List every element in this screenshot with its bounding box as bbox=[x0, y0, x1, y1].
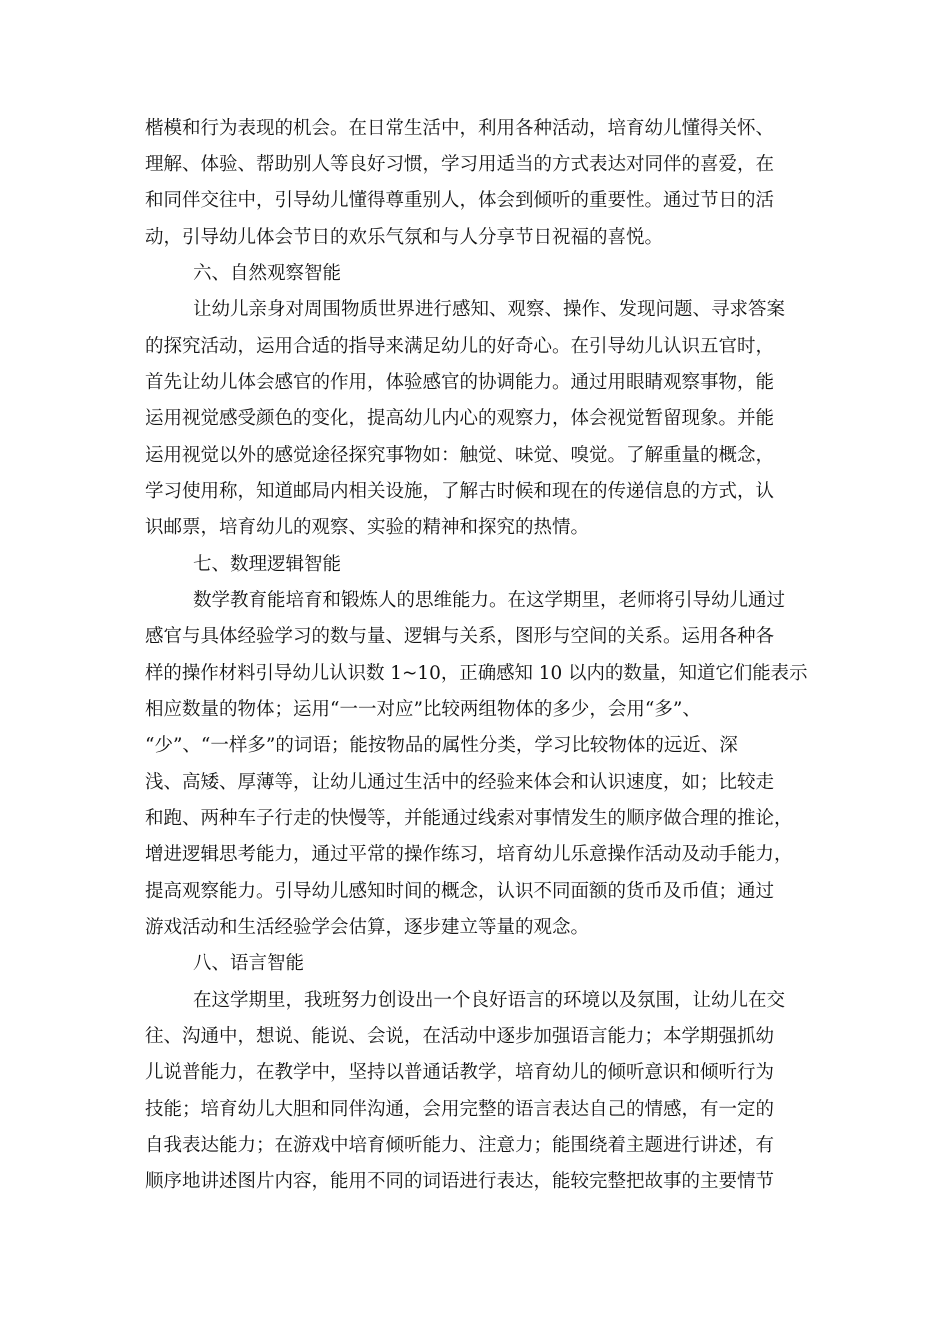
section-heading: 八、语言智能 bbox=[193, 953, 305, 974]
text-line: 让幼儿亲身对周围物质世界进行感知、观察、操作、发现问题、寻求答案 bbox=[193, 299, 786, 320]
text-line: 游戏活动和生活经验学会估算，逐步建立等量的观念。 bbox=[145, 917, 590, 938]
text-line: 动，引导幼儿体会节日的欢乐气氛和与人分享节日祝福的喜悦。 bbox=[145, 227, 664, 248]
text-line: 提高观察能力。引导幼儿感知时间的概念，认识不同面额的货币及币值；通过 bbox=[145, 881, 775, 902]
text-line: “少”、“一样多”的词语；能按物品的属性分类，学习比较物体的远近、深 bbox=[145, 735, 738, 756]
text-line: 相应数量的物体；运用“一一对应”比较两组物体的多少，会用“多”、 bbox=[145, 699, 701, 720]
section-heading: 七、数理逻辑智能 bbox=[193, 554, 342, 575]
text-line: 的探究活动，运用合适的指导来满足幼儿的好奇心。在引导幼儿认识五官时， bbox=[145, 336, 775, 357]
text-line: 技能；培育幼儿大胆和同伴沟通，会用完整的语言表达自己的情感，有一定的 bbox=[145, 1099, 775, 1120]
text-line: 和跑、两种车子行走的快慢等，并能通过线索对事情发生的顺序做合理的推论， bbox=[145, 808, 793, 829]
section-heading: 六、自然观察智能 bbox=[193, 263, 342, 284]
text-line: 自我表达能力；在游戏中培育倾听能力、注意力；能围绕着主题进行讲述，有 bbox=[145, 1135, 775, 1156]
text-line: 识邮票，培育幼儿的观察、实验的精神和探究的热情。 bbox=[145, 517, 590, 538]
text-line: 学习使用称，知道邮局内相关设施，了解古时候和现在的传递信息的方式，认 bbox=[145, 481, 775, 502]
text-line: 儿说普能力，在教学中，坚持以普通话教学，培育幼儿的倾听意识和倾听行为 bbox=[145, 1062, 775, 1083]
text-line: 理解、体验、帮助别人等良好习惯，学习用适当的方式表达对同伴的喜爱，在 bbox=[145, 154, 775, 175]
text-line: 楷模和行为表现的机会。在日常生活中，利用各种活动，培育幼儿懂得关怀、 bbox=[145, 118, 775, 139]
text-line: 感官与具体经验学习的数与量、逻辑与关系，图形与空间的关系。运用各种各 bbox=[145, 626, 775, 647]
text-line: 和同伴交往中，引导幼儿懂得尊重别人，体会到倾听的重要性。通过节日的活 bbox=[145, 190, 775, 211]
text-line: 首先让幼儿体会感官的作用，体验感官的协调能力。通过用眼睛观察事物，能 bbox=[145, 372, 775, 393]
text-line: 浅、高矮、厚薄等，让幼儿通过生活中的经验来体会和认识速度，如；比较走 bbox=[145, 772, 775, 793]
text-line: 数学教育能培育和锻炼人的思维能力。在这学期里，老师将引导幼儿通过 bbox=[193, 590, 786, 611]
text-line: 增进逻辑思考能力，通过平常的操作练习，培育幼儿乐意操作活动及动手能力， bbox=[145, 844, 793, 865]
text-line: 运用视觉感受颜色的变化，提高幼儿内心的观察力，体会视觉暂留现象。并能 bbox=[145, 408, 775, 429]
text-line: 运用视觉以外的感觉途径探究事物如：触觉、味觉、嗅觉。了解重量的概念， bbox=[145, 445, 775, 466]
text-line: 样的操作材料引导幼儿认识数 1~10，正确感知 10 以内的数量，知道它们能表示 bbox=[145, 663, 808, 684]
text-line: 顺序地讲述图片内容，能用不同的词语进行表达，能较完整把故事的主要情节 bbox=[145, 1171, 775, 1192]
text-line: 在这学期里，我班努力创设出一个良好语言的环境以及氛围，让幼儿在交 bbox=[193, 990, 786, 1011]
text-line: 往、沟通中，想说、能说、会说，在活动中逐步加强语言能力；本学期强抓幼 bbox=[145, 1026, 775, 1047]
